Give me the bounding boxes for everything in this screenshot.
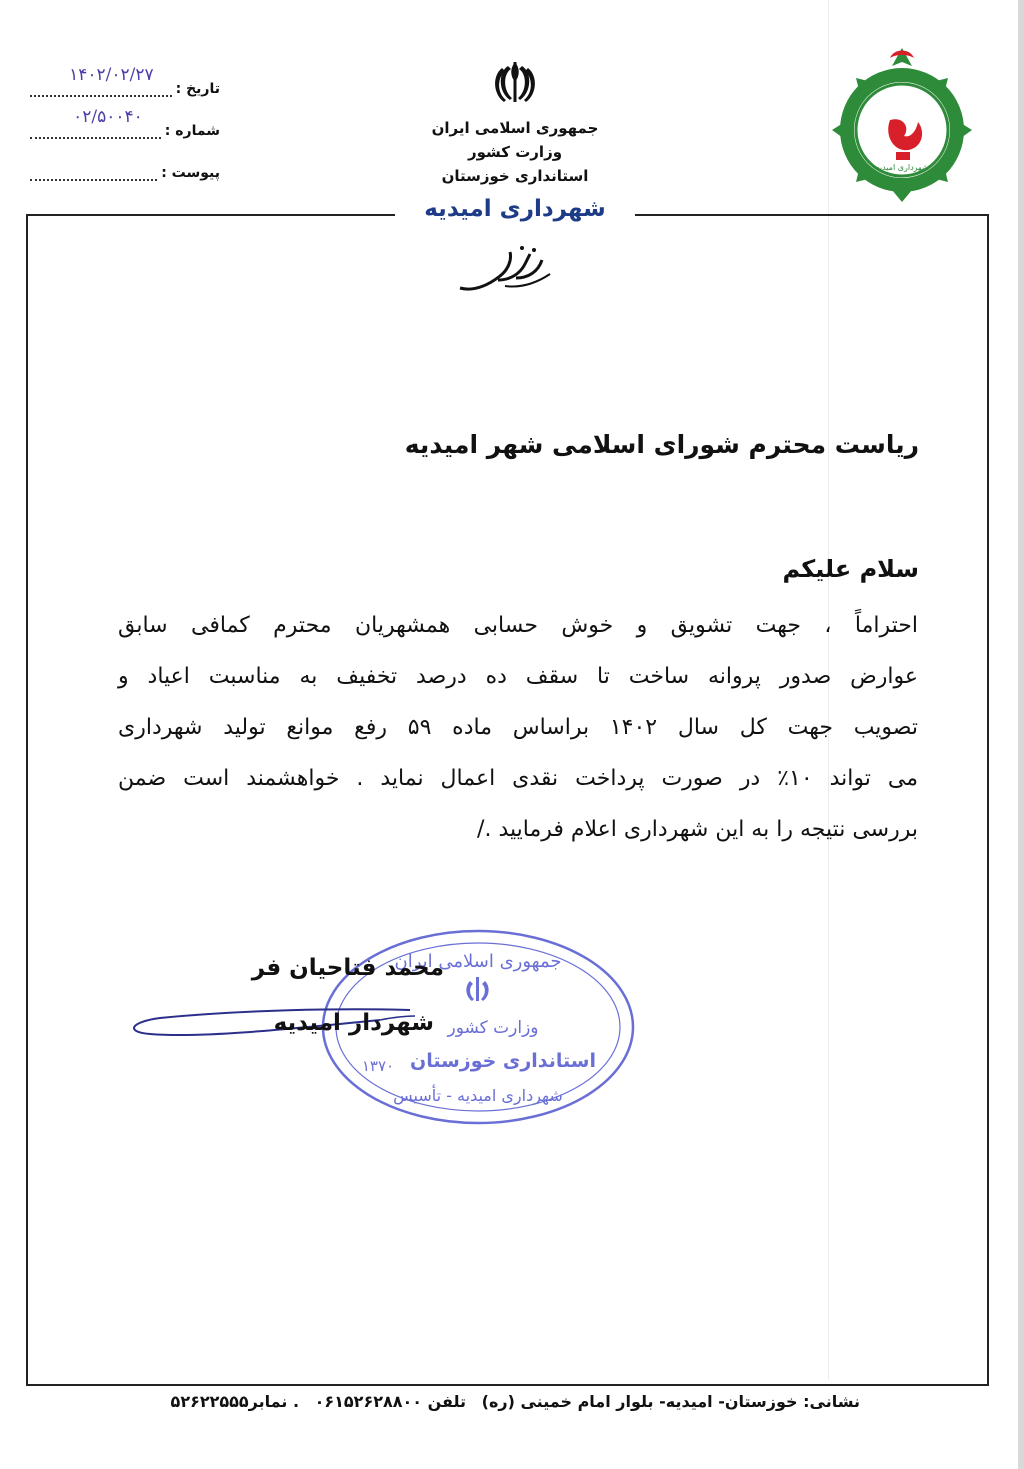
letter-addressee: ریاست محترم شورای اسلامی شهر امیدیه [404,430,919,459]
basmala-calligraphy [450,240,560,300]
attachment-label: پیوست : [161,165,220,181]
body-line: تصویب جهت کل سال ۱۴۰۲ براساس ماده ۵۹ رفع موانع تولید شهرداری [118,715,918,740]
signer-name: محمد فتاحیان فر [251,955,444,981]
attachment-row [30,139,220,181]
footer-fax: . نمابر۵۲۶۲۲۵۵۵ [170,1392,300,1411]
date-row [30,55,220,97]
letter-footer [100,1392,860,1411]
number-row [30,97,220,139]
stamp-line-2: وزارت کشور [447,1018,539,1038]
signer-title: شهردار امیدیه [273,1010,434,1036]
body-line: می تواند ۱۰٪ در صورت پرداخت نقدی اعمال نماید . خواهشمند است ضمن [118,766,918,791]
page-edge [1018,0,1024,1469]
header-country: جمهوری اسلامی ایران [431,119,599,137]
stamp-line-1: جمهوری اسلامی ایران [394,951,562,972]
stamp-line-3: استانداری خوزستان [409,1050,597,1072]
header-ministry: وزارت کشور [467,143,563,161]
logo-text: شهرداری امیدیه [875,163,929,172]
number-label: شماره : [164,123,220,139]
body-line: بررسی نتیجه را به این شهرداری اعلام فرمایید ./ [477,817,918,842]
stamp-year: ۱۳۷۰ [361,1057,395,1075]
municipality-name: شهرداری امیدیه [395,196,635,222]
footer-phone: تلفن ۰۶۱۵۲۶۲۸۸۰۰ [314,1392,467,1411]
stamp-line-4: شهرداری امیدیه - تأسیس [393,1086,563,1105]
letter-body [118,600,918,855]
number-field [30,107,161,139]
letter-meta [30,55,220,181]
letter-header [365,58,665,188]
body-line: احتراماً ، جهت تشویق و خوش حسابی همشهریان محترم کمافی سابق [118,613,918,638]
letter-greeting: سلام علیکم [782,555,919,583]
attachment-field [30,157,157,181]
date-label: تاریخ : [175,81,220,97]
iran-emblem-icon [365,58,665,116]
body-line: عوارض صدور پروانه ساخت تا سقف ده درصد تخفیف به مناسبت اعیاد و [118,664,918,689]
date-value: ۱۴۰۲/۰۲/۲۷ [69,65,154,85]
footer-address: نشانی: خوزستان- امیدیه- بلوار امام خمینی (ره) [481,1392,860,1411]
header-governorate: استانداری خوزستان [441,167,589,185]
date-field [30,65,172,97]
municipality-logo [818,40,986,208]
number-value: ۰۲/۵۰۰۴۰ [73,107,143,127]
